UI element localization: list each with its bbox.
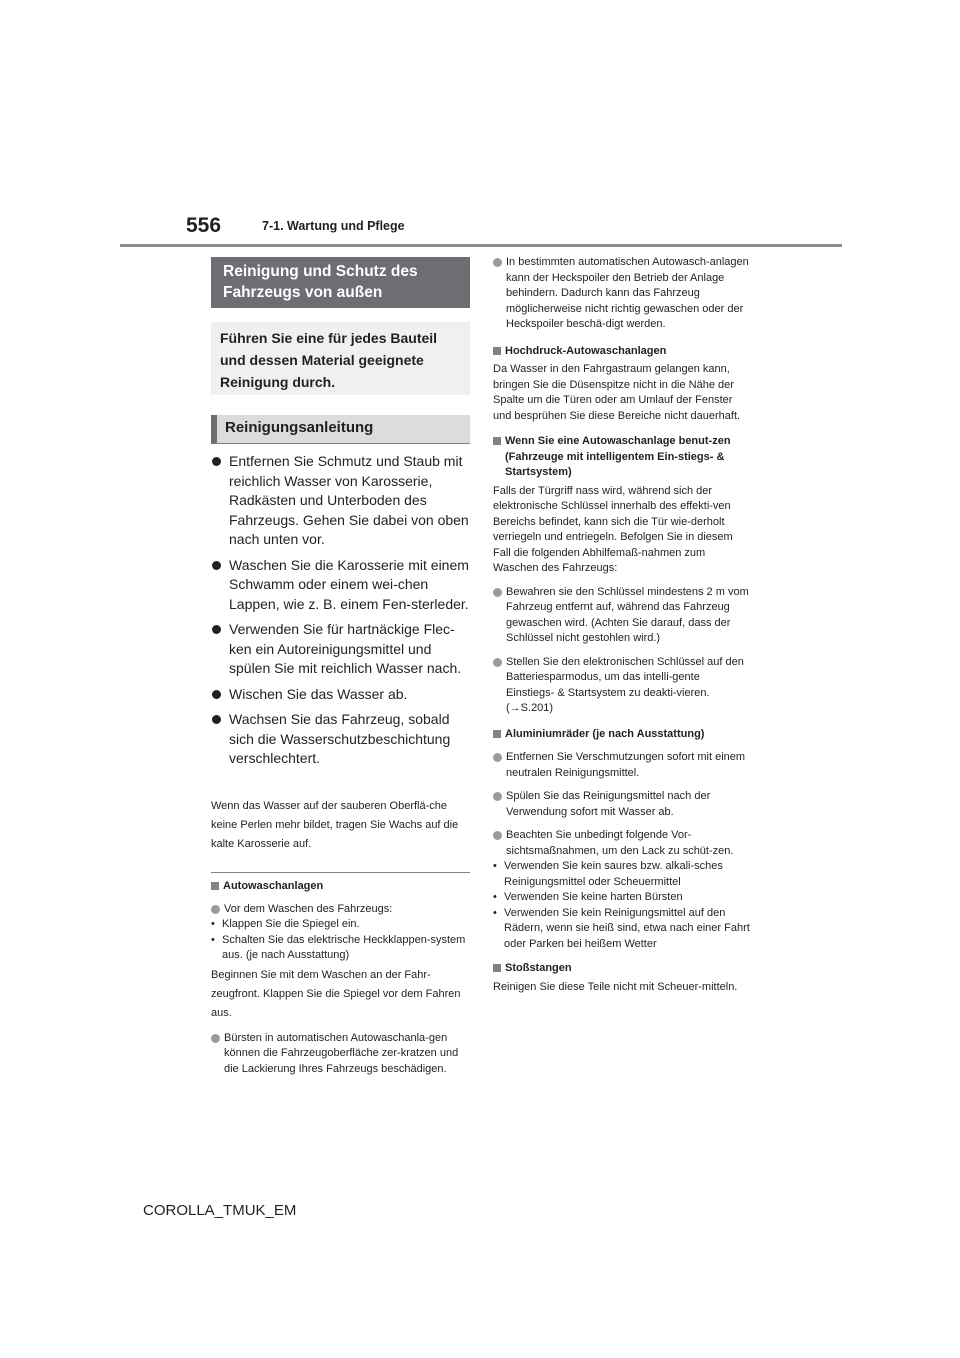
wheels-sub-item: • Verwenden Sie kein saures bzw. alkali-sches Reinigungsmittel oder Scheuermittel	[493, 859, 751, 890]
car-wash-brushes: Bürsten in automatischen Autowaschanla-gen können die Fahrzeugoberfläche zer-kratzen und die Lackierung Ihres Fahrzeugs beschädigen.	[211, 1031, 470, 1078]
car-wash-section	[211, 879, 470, 1077]
car-wash-start: Beginnen Sie mit dem Waschen an der Fahr-zeugfront. Klappen Sie die Spiegel vor dem Fahren aus.	[211, 968, 461, 1019]
before-label: Vor dem Waschen des Fahrzeugs:	[224, 902, 393, 915]
note-divider	[211, 872, 470, 873]
bullet-item: Waschen Sie die Karosserie mit einem Schwamm oder einem wei-chen Lappen, wie z. B. einem Fen-sterleder.	[211, 556, 470, 615]
wheels-heading: Aluminiumräder (je nach Ausstattung)	[493, 727, 751, 743]
wheels-item: Spülen Sie das Reinigungsmittel nach der Verwendung sofort mit Wasser ab.	[493, 789, 751, 820]
wheels-sub-list	[493, 859, 751, 952]
before-item: • Schalten Sie das elektrische Heckklappen-system aus. (je nach Ausstattung)	[211, 933, 470, 964]
wheels-item: Beachten Sie unbedingt folgende Vor-sichtsmaßnahmen, um den Lack zu schüt-zen.	[493, 828, 751, 859]
subheading-cleaning-instructions: Reinigungsanleitung	[211, 415, 470, 444]
bullet-item: Wachsen Sie das Fahrzeug, sobald sich die Wasserschutzbeschichtung verschlechtert.	[211, 710, 470, 769]
page-number: 556	[186, 214, 222, 237]
smart-key-item	[493, 655, 751, 717]
section-title: 7-1. Wartung und Pflege	[262, 219, 405, 233]
car-wash-heading: Autowaschanlagen	[211, 879, 470, 895]
wheels-sub-item: • Verwenden Sie keine harten Bürsten	[493, 890, 751, 906]
intro-box: Führen Sie eine für jedes Bauteil und dessen Material geeignete Reinigung durch.	[211, 322, 470, 395]
header-divider	[120, 244, 842, 247]
smart-key-heading: Wenn Sie eine Autowaschanlage benut-zen (Fahrzeuge mit intelligentem Ein-stiegs- & Startsystem)	[493, 434, 751, 481]
smart-key-text: Falls der Türgriff nass wird, während sich der elektronische Schlüssel innerhalb des effekti-ven Bereichs befindet, kann sich die Tür wie-derholt verriegeln und entriegeln. Befolgen Sie in diesem Fall die folgenden Abhilfemaß-nahmen zum Waschen des Fahrzeugs:	[493, 484, 733, 574]
wheels-item: Entfernen Sie Verschmutzungen sofort mit einem neutralen Reinigungsmittel.	[493, 750, 751, 781]
page-reference-link[interactable]: →S.201)	[509, 702, 554, 714]
bumpers-heading: Stoßstangen	[493, 961, 751, 977]
high-pressure-text: Da Wasser in den Fahrgastraum gelangen kann, bringen Sie die Düsenspitze nicht in die Nähe der Spalte um die Türen oder am Umlauf der Fenster und besprühen Sie diese Bereiche nicht dauerhaft.	[493, 363, 741, 422]
car-wash-before	[211, 902, 470, 964]
wax-note: Wenn das Wasser auf der sauberen Oberflä-che keine Perlen mehr bildet, tragen Sie Wachs auf die kalte Karosserie auf.	[211, 800, 459, 850]
bullet-item: Verwenden Sie für hartnäckige Flec-ken ein Autoreinigungsmittel und spülen Sie mit reichlich Wasser nach.	[211, 620, 470, 679]
high-pressure-heading: Hochdruck-Autowaschanlagen	[493, 344, 751, 360]
bullet-item: Entfernen Sie Schmutz und Staub mit reichlich Wasser von Karosserie, Radkästen und Unterboden des Fahrzeugs. Gehen Sie dabei von oben nach unten vor.	[211, 452, 470, 550]
smart-key-item-text: Stellen Sie den elektronischen Schlüssel auf den Batteriesparmodus, um das intelli-gente Einstiegs- & Startsystem zu deakti-vieren. (	[506, 655, 744, 714]
footer-model-code: COROLLA_TMUK_EM	[143, 1202, 297, 1219]
right-column	[493, 255, 751, 995]
smart-key-item: Bewahren sie den Schlüssel mindestens 2 m vom Fahrzeug entfernt auf, während das Fahrzeug gewaschen wird. (Achten Sie darauf, dass der Schlüssel nicht gestohlen wird.)	[493, 585, 751, 647]
bullet-item: Wischen Sie das Wasser ab.	[211, 685, 470, 705]
wheels-sub-item: • Verwenden Sie kein Reinigungsmittel auf den Rädern, wenn sie heiß sind, etwa nach einer Fahrt oder Parken bei heißem Wetter	[493, 906, 751, 953]
before-item: • Klappen Sie die Spiegel ein.	[211, 917, 470, 933]
cleaning-steps	[211, 452, 470, 775]
page-title: Reinigung und Schutz des Fahrzeugs von außen	[211, 257, 470, 308]
bumpers-text: Reinigen Sie diese Teile nicht mit Scheuer-mitteln.	[493, 980, 738, 993]
spoiler-note: In bestimmten automatischen Autowasch-anlagen kann der Heckspoiler den Betrieb der Anlage behindern. Dadurch kann das Fahrzeug möglicherweise nicht richtig gewaschen oder der Heckspoiler beschä-digt werden.	[493, 255, 751, 333]
